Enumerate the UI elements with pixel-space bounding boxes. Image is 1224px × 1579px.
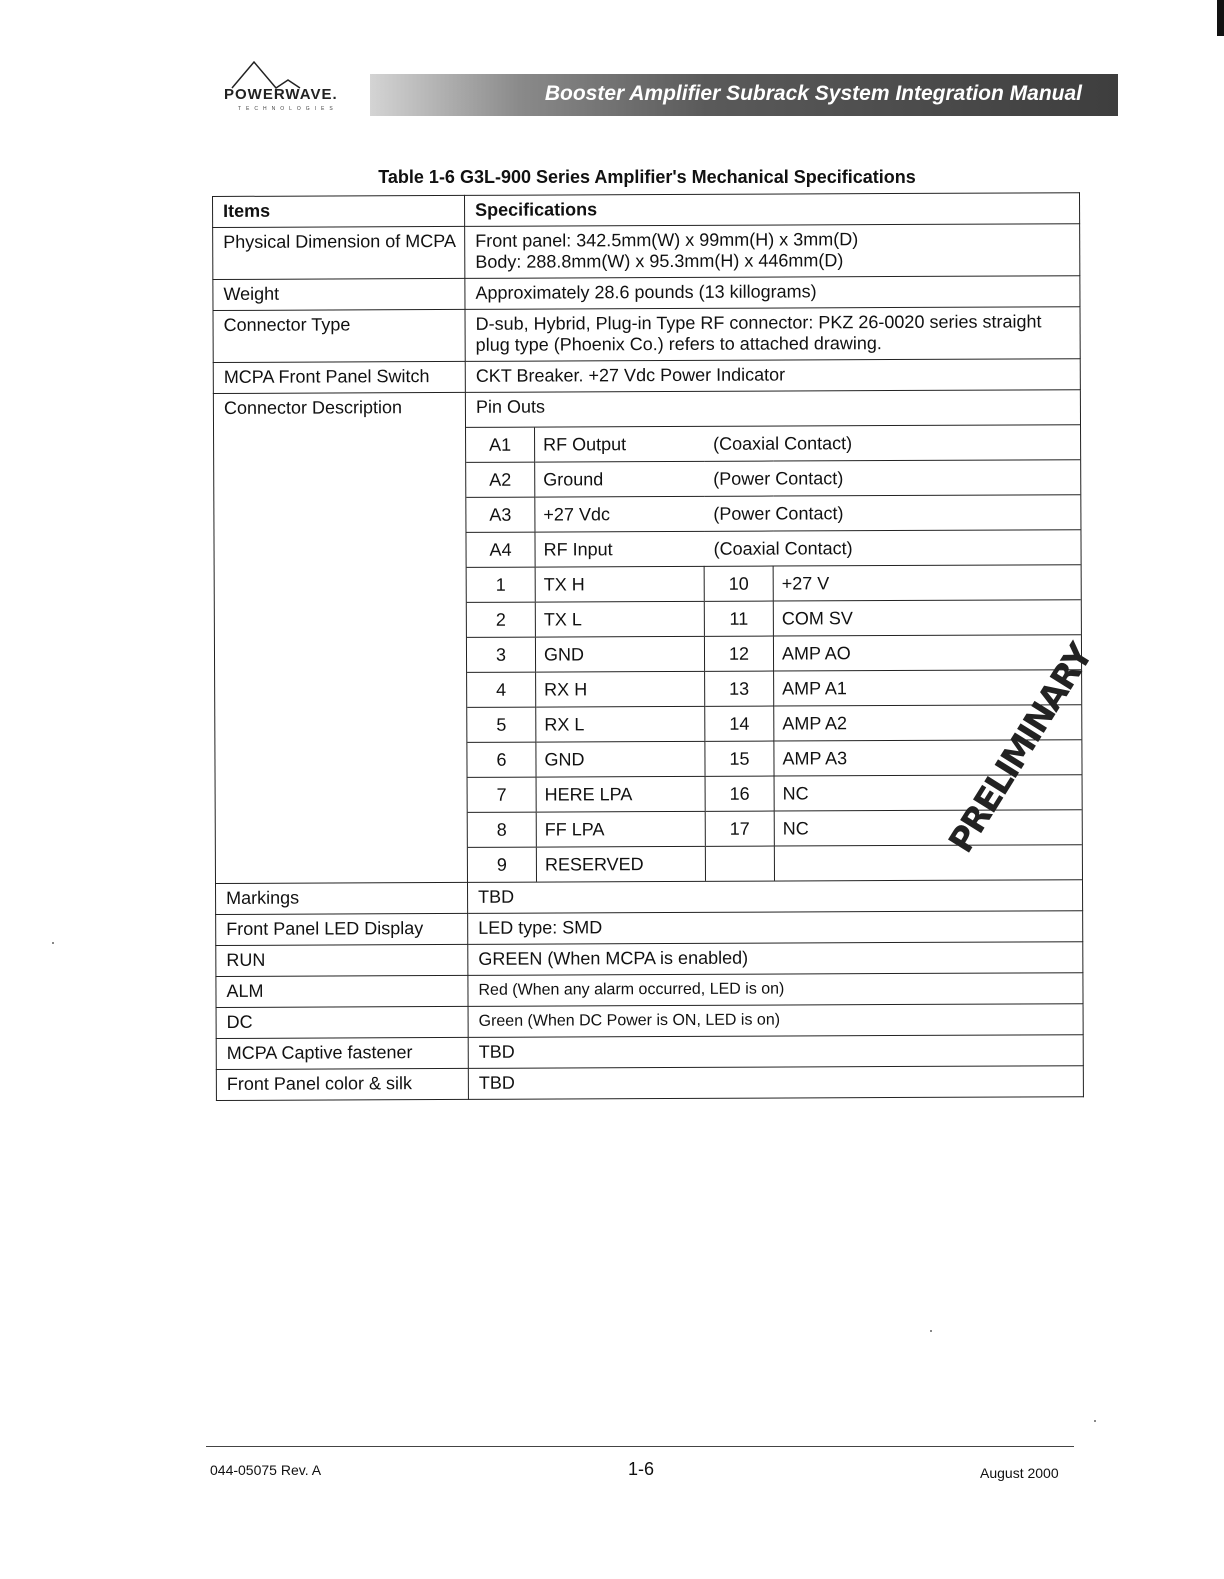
pin-name: AMP A2 — [774, 705, 1082, 741]
table-row — [216, 1004, 1083, 1039]
pin-name: RF Input — [543, 539, 613, 560]
spec-cell: D-sub, Hybrid, Plug-in Type RF connector: PKZ 26-0020 series straight plug type (Phoenix Co.) refers to attached drawing. — [465, 307, 1080, 362]
pin-name: TX H — [535, 566, 704, 602]
pin-number: 11 — [704, 601, 773, 636]
pin-contact-type: (Power Contact) — [713, 468, 844, 489]
table-row — [213, 359, 1080, 394]
scan-speck — [1094, 1420, 1096, 1422]
pin-description — [535, 495, 1081, 532]
spec-cell: TBD — [468, 1035, 1083, 1069]
pin-number: A3 — [466, 497, 535, 532]
table-row — [216, 911, 1083, 946]
pin-name — [774, 845, 1082, 881]
item-cell: ALM — [216, 975, 468, 1007]
pin-row — [467, 670, 1081, 708]
pin-row — [466, 425, 1080, 462]
spec-cell: Green (When DC Power is ON, LED is on) — [468, 1004, 1083, 1038]
pin-name: GND — [536, 741, 705, 777]
pin-number: 3 — [467, 637, 536, 672]
pin-number: 2 — [467, 602, 536, 637]
table-row — [215, 880, 1082, 915]
doc-date: August 2000 — [980, 1465, 1059, 1481]
table-row — [213, 307, 1080, 363]
pin-outs-label: Pin Outs — [466, 390, 1080, 428]
pin-name: HERE LPA — [536, 776, 705, 812]
spec-cell: Approximately 28.6 pounds (13 killograms) — [465, 276, 1080, 310]
item-cell: Connector Description — [213, 392, 467, 883]
spec-line: Body: 288.8mm(W) x 95.3mm(H) x 446mm(D) — [475, 250, 844, 272]
pin-number: 5 — [467, 707, 536, 742]
spec-cell — [465, 224, 1080, 279]
spec-line: Front panel: 342.5mm(W) x 99mm(H) x 3mm(D) — [475, 229, 859, 251]
header-banner — [370, 74, 1118, 116]
pin-name: +27 V — [773, 565, 1081, 601]
pin-name: Ground — [543, 469, 604, 490]
pin-row — [466, 530, 1080, 568]
pin-name: RF Output — [543, 434, 627, 455]
pin-number: 13 — [705, 671, 774, 706]
pin-name: AMP AO — [773, 635, 1081, 671]
pin-name: TX L — [535, 601, 704, 637]
pin-contact-type: (Power Contact) — [713, 503, 844, 524]
item-cell: Markings — [215, 882, 467, 914]
powerwave-logo — [224, 60, 354, 118]
pin-number: 4 — [467, 672, 536, 707]
pin-number: A1 — [466, 428, 535, 463]
item-cell: MCPA Captive fastener — [216, 1037, 468, 1069]
table-row — [213, 276, 1080, 311]
table-row — [216, 1066, 1083, 1101]
pin-number: A4 — [466, 532, 535, 567]
item-cell: Front Panel color & silk — [216, 1068, 468, 1100]
pin-number: A2 — [466, 462, 535, 497]
pin-number: 9 — [496, 854, 507, 875]
pin-number — [705, 846, 774, 881]
pin-description — [535, 460, 1081, 497]
pin-contact-type: (Coaxial Contact) — [713, 433, 853, 454]
item-cell: DC — [216, 1006, 468, 1038]
doc-number: 044-05075 Rev. A — [210, 1462, 322, 1478]
edge-mark — [1217, 0, 1224, 36]
table-caption: Table 1-6 G3L-900 Series Amplifier's Mechanical Specifications — [378, 167, 916, 187]
spec-cell: LED type: SMD — [468, 911, 1083, 945]
column-header-specifications: Specifications — [464, 193, 1079, 227]
pin-row — [466, 460, 1080, 498]
item-cell: RUN — [216, 944, 468, 976]
pin-number: 14 — [705, 706, 774, 741]
logo-subtext: TECHNOLOGIES — [238, 106, 338, 112]
pin-name: RESERVED — [536, 846, 705, 881]
table-row — [216, 1035, 1083, 1070]
pin-number: 8 — [468, 812, 537, 847]
spec-cell: CKT Breaker. +27 Vdc Power Indicator — [465, 359, 1080, 393]
item-cell: Connector Type — [213, 309, 465, 362]
table-row — [216, 973, 1083, 1008]
item-cell: MCPA Front Panel Switch — [213, 361, 465, 393]
spec-cell: TBD — [468, 1066, 1083, 1100]
spec-cell: Red (When any alarm occurred, LED is on) — [468, 973, 1083, 1007]
spec-cell: TBD — [467, 880, 1082, 914]
manual-title: Booster Amplifier Subrack System Integration Manual — [544, 82, 1082, 105]
pin-name: AMP A3 — [774, 740, 1082, 776]
pin-name: RX H — [536, 671, 705, 707]
pin-name: NC — [774, 775, 1082, 811]
pin-name: GND — [535, 636, 704, 672]
pin-number: 12 — [704, 636, 773, 671]
pin-name: COM SV — [773, 600, 1081, 636]
table-row — [216, 942, 1083, 977]
pin-contact-type: (Coaxial Contact) — [713, 538, 853, 559]
table-row — [213, 224, 1080, 280]
pin-number: 7 — [468, 777, 537, 812]
pin-number: 16 — [705, 776, 774, 811]
footer-rule — [206, 1446, 1074, 1447]
page-number: 1-6 — [628, 1459, 655, 1479]
scan-speck — [930, 1330, 932, 1332]
logo-text: POWERWAVE. — [224, 86, 338, 103]
pin-row — [467, 705, 1081, 743]
table-header-row — [213, 193, 1080, 228]
item-cell: Weight — [213, 278, 465, 310]
pin-row — [467, 600, 1081, 638]
spec-table — [212, 192, 1084, 1101]
item-cell: Physical Dimension of MCPA — [213, 226, 465, 279]
pin-row — [466, 495, 1080, 533]
pin-number: 15 — [705, 741, 774, 776]
pin-number: 10 — [704, 566, 773, 601]
spec-cell: GREEN (When MCPA is enabled) — [468, 942, 1083, 976]
pin-name: +27 Vdc — [543, 504, 610, 525]
pin-row — [467, 635, 1081, 673]
pin-name: RX L — [536, 706, 705, 742]
item-cell: Front Panel LED Display — [216, 913, 468, 945]
pin-name: AMP A1 — [774, 670, 1082, 706]
scan-speck — [52, 942, 54, 944]
column-header-items: Items — [213, 195, 465, 227]
pin-row — [468, 845, 1082, 882]
pin-number: 1 — [467, 567, 536, 602]
preliminary-stamp: PRELIMINARY — [941, 637, 1101, 860]
pin-description — [535, 425, 1081, 462]
pin-name: FF LPA — [536, 811, 705, 847]
connector-description-row — [213, 390, 1082, 884]
pin-number: 6 — [467, 742, 536, 777]
pin-number: 17 — [705, 811, 774, 846]
pin-name: NC — [774, 810, 1082, 846]
pin-row — [467, 565, 1081, 603]
pin-description — [535, 530, 1081, 567]
